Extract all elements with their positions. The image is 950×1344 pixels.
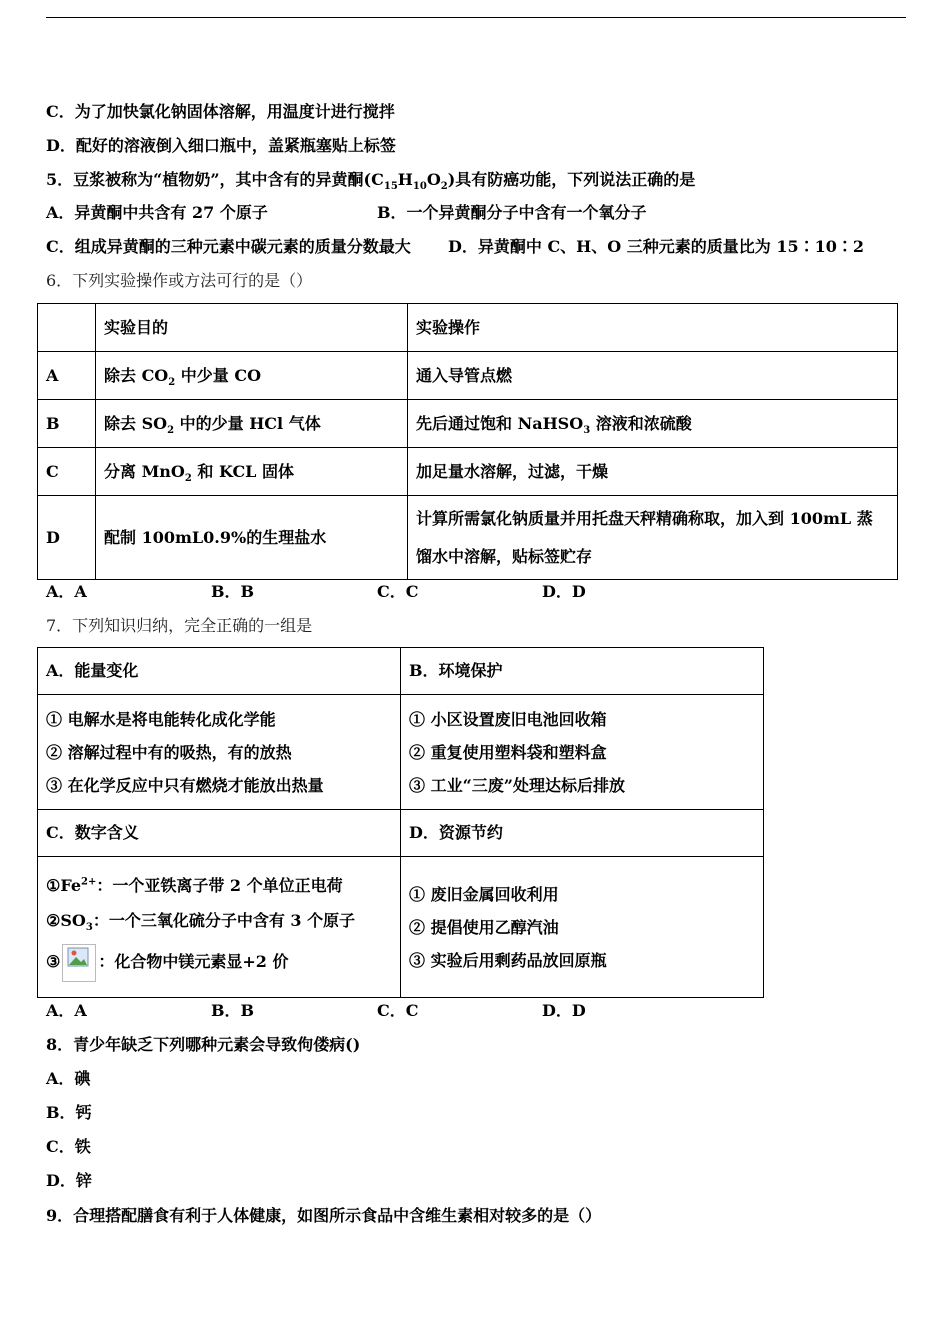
q5-option-a: A．异黄酮中共含有 27 个原子 bbox=[46, 203, 268, 222]
q6-row-label: C bbox=[38, 448, 96, 496]
q6-row-operation: 先后通过饱和 NaHSO$_3$ 溶液和浓硫酸 bbox=[408, 400, 898, 448]
list-item: ① 废旧金属回收利用 bbox=[409, 884, 559, 904]
q7-a-title: A．能量变化 bbox=[38, 648, 401, 695]
q7-answer-c: C．C bbox=[377, 1001, 419, 1020]
q6-answer-a: A．A bbox=[46, 582, 87, 601]
table-row bbox=[38, 648, 764, 695]
q5-option-d: D．异黄酮中 C、H、O 三种元素的质量比为 15∶10∶2 bbox=[448, 237, 865, 256]
q6-stem: 6．下列实验操作或方法可行的是（） bbox=[46, 271, 313, 290]
q7-a-items bbox=[38, 695, 401, 810]
list-item: ① 电解水是将电能转化成化学能 bbox=[46, 709, 276, 729]
q8-option-a: A．碘 bbox=[46, 1069, 91, 1088]
q5-option-c: C．组成异黄酮的三种元素中碳元素的质量分数最大 bbox=[46, 237, 411, 256]
q7-d-items bbox=[401, 857, 764, 998]
list-item: ③ 在化学反应中只有燃烧才能放出热量 bbox=[46, 775, 324, 795]
list-item: ③ ：化合物中镁元素显+2 价 bbox=[46, 938, 392, 986]
q6-row-purpose: 分离 MnO$_2$ 和 KCL 固体 bbox=[96, 448, 408, 496]
list-item: ② 溶解过程中有的吸热，有的放热 bbox=[46, 742, 292, 762]
q6-answer-d: D．D bbox=[542, 582, 586, 601]
table-row bbox=[38, 352, 898, 400]
q5-stem: 5．豆浆被称为“植物奶”，其中含有的异黄酮$(C_{15}H_{10}O_2)$具有防癌功能，下列说法正确的是 bbox=[46, 170, 696, 193]
q8-option-d: D．锌 bbox=[46, 1171, 92, 1190]
q8-stem: 8．青少年缺乏下列哪种元素会导致佝偻病() bbox=[46, 1035, 361, 1054]
table-row bbox=[38, 496, 898, 580]
list-item: ② 提倡使用乙醇汽油 bbox=[409, 917, 559, 937]
q6-row-operation-line: 馏水中溶解，贴标签贮存 bbox=[416, 546, 593, 566]
q6-header-operation: 实验操作 bbox=[408, 304, 898, 352]
header-rule bbox=[46, 17, 906, 18]
q7-answer-a: A．A bbox=[46, 1001, 87, 1020]
list-item: ③ 工业“三废”处理达标后排放 bbox=[409, 775, 625, 795]
list-item: ① 小区设置废旧电池回收箱 bbox=[409, 709, 607, 729]
q7-c-title: C．数字含义 bbox=[38, 810, 401, 857]
q8-option-b: B．钙 bbox=[46, 1103, 92, 1122]
q4-option-d: D．配好的溶液倒入细口瓶中，盖紧瓶塞贴上标签 bbox=[46, 136, 396, 155]
q6-table bbox=[37, 303, 898, 580]
q7-b-title: B．环境保护 bbox=[401, 648, 764, 695]
table-row bbox=[38, 695, 764, 810]
table-row bbox=[38, 400, 898, 448]
q6-row-label: A bbox=[38, 352, 96, 400]
q6-header-label bbox=[38, 304, 96, 352]
q7-b-items bbox=[401, 695, 764, 810]
q7-table bbox=[37, 647, 764, 998]
q6-answer-c: C．C bbox=[377, 582, 419, 601]
broken-image-icon bbox=[62, 944, 96, 982]
list-item: ② 重复使用塑料袋和塑料盒 bbox=[409, 742, 607, 762]
table-row bbox=[38, 448, 898, 496]
q6-header-purpose: 实验目的 bbox=[96, 304, 408, 352]
list-item: ③ 实验后用剩药品放回原瓶 bbox=[409, 950, 607, 970]
q7-answer-d: D．D bbox=[542, 1001, 586, 1020]
q5-option-b: B．一个异黄酮分子中含有一个氧分子 bbox=[377, 203, 647, 222]
table-row bbox=[38, 857, 764, 998]
table-row bbox=[38, 810, 764, 857]
q9-stem: 9．合理搭配膳食有利于人体健康，如图所示食品中含维生素相对较多的是（） bbox=[46, 1206, 602, 1225]
q8-option-c: C．铁 bbox=[46, 1137, 91, 1156]
q6-row-purpose: 除去 $CO_2$ 中少量 CO bbox=[96, 352, 408, 400]
list-item: $①Fe^{2+}$：一个亚铁离子带 2 个单位正电荷 bbox=[46, 876, 343, 895]
list-item: $②SO_3$：一个三氧化硫分子中含有 3 个原子 bbox=[46, 911, 356, 934]
q7-stem: 7．下列知识归纳，完全正确的一组是 bbox=[46, 616, 313, 635]
q7-answer-b: B．B bbox=[211, 1001, 255, 1020]
q6-row-purpose: 除去 $SO_2$ 中的少量 HCl 气体 bbox=[96, 400, 408, 448]
q6-row-label: D bbox=[38, 496, 96, 580]
q7-c-items bbox=[38, 857, 401, 998]
q6-row-operation: 加足量水溶解，过滤，干燥 bbox=[408, 448, 898, 496]
q6-row-operation bbox=[408, 496, 898, 580]
q6-row-purpose: 配制 100mL0.9%的生理盐水 bbox=[96, 496, 408, 580]
q6-answer-b: B．B bbox=[211, 582, 255, 601]
q6-row-operation: 通入导管点燃 bbox=[408, 352, 898, 400]
table-row bbox=[38, 304, 898, 352]
q4-option-c: C．为了加快氯化钠固体溶解，用温度计进行搅拌 bbox=[46, 102, 395, 121]
q6-row-label: B bbox=[38, 400, 96, 448]
q6-row-operation-line: 计算所需氯化钠质量并用托盘天秤精确称取，加入到 100mL 蒸 bbox=[416, 508, 873, 528]
q7-d-title: D．资源节约 bbox=[401, 810, 764, 857]
